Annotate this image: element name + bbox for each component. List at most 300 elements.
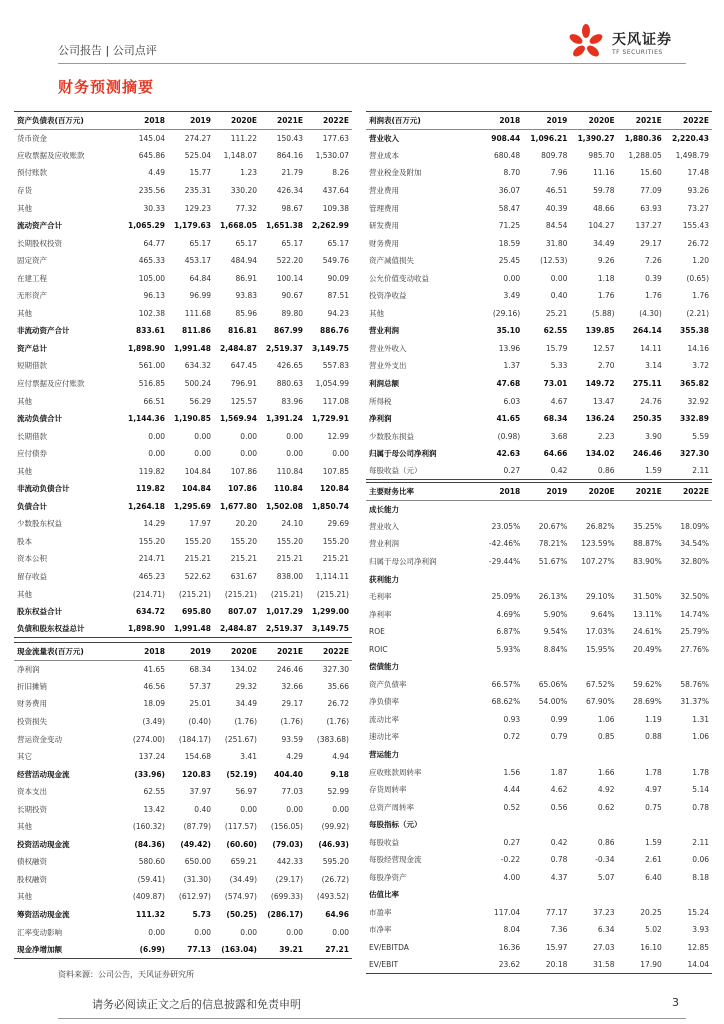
cell-value: 0.00 (194, 431, 211, 441)
cell-value: 1,898.90 (127, 343, 165, 353)
row-label: 总资产周转率 (369, 802, 414, 812)
cell-value: 1,065.29 (127, 221, 165, 231)
row-label: 利润总额 (369, 378, 399, 388)
cell-value: 65.17 (235, 238, 257, 248)
cell-value: 3.72 (692, 361, 709, 371)
cell-value: 64.66 (543, 449, 568, 459)
cell-value: 117.04 (493, 907, 521, 917)
cell-value: 110.84 (274, 484, 303, 494)
cell-value: 2,519.37 (260, 620, 306, 638)
cell-value: 94.23 (327, 308, 349, 318)
cell-value: 31.80 (545, 238, 568, 248)
cell-value: (6.99) (122, 941, 168, 959)
cell-value: 57.37 (189, 681, 211, 691)
row-label: 资本公积 (17, 554, 47, 564)
cell-value (618, 886, 665, 904)
row-label: 现金流量表(百万元) (14, 643, 122, 661)
cell-value (523, 500, 570, 518)
cell-value: 2019 (168, 112, 214, 130)
cell-value: 77.13 (168, 941, 214, 959)
cell-value: (163.04) (214, 941, 260, 959)
cell-value: 25.01 (189, 699, 211, 709)
cell-value: 0.06 (692, 855, 709, 865)
cell-value: 83.90% (633, 556, 662, 566)
cell-value (523, 570, 570, 588)
cell-value: 111.22 (230, 133, 257, 143)
cell-value: 29.17 (640, 238, 662, 248)
cell-value: (0.65) (686, 273, 709, 283)
cell-value: 2,484.87 (214, 620, 260, 638)
cell-value: 0.52 (503, 802, 521, 812)
table-row (14, 252, 352, 270)
cell-value: 77.03 (281, 787, 303, 797)
cell-value: 811.86 (182, 326, 211, 336)
row-label: 固定资产 (17, 256, 47, 266)
cell-value: 522.20 (276, 256, 303, 266)
cell-value: 32.66 (281, 681, 303, 691)
table-row (14, 818, 352, 836)
cell-value: 0.39 (645, 273, 662, 283)
table-row (14, 287, 352, 305)
cell-value: (1.76) (280, 716, 303, 726)
cell-value: 83.96 (281, 396, 303, 406)
cell-value: 0.00 (240, 449, 257, 459)
row-label: 毛利率 (369, 592, 392, 602)
cell-value: 6.34 (597, 925, 615, 935)
table-row (366, 287, 712, 305)
row-label: 营业外支出 (369, 361, 407, 371)
cell-value: 2020E (214, 643, 260, 661)
row-label: 利润表(百万元) (366, 112, 476, 130)
row-label: 速动比率 (369, 732, 399, 742)
cell-value: 807.07 (228, 607, 257, 617)
cell-value: 838.00 (276, 571, 303, 581)
cell-value: 134.02 (585, 449, 615, 459)
cell-value: 327.30 (322, 664, 349, 674)
table-row (14, 129, 352, 147)
cell-value: 8.84% (543, 644, 568, 654)
cell-value: 13.96 (498, 343, 521, 353)
row-label: 应收票据及应收账款 (17, 150, 85, 160)
footer-disclaimer: 请务必阅读正文之后的信息披露和免责申明 (92, 998, 301, 1011)
cell-value (570, 746, 617, 764)
cell-value: 465.33 (138, 256, 165, 266)
cell-value: 139.85 (585, 326, 615, 336)
cell-value: 355.38 (680, 326, 709, 336)
cell-value: 20.18 (523, 956, 570, 974)
cell-value: 15.24 (687, 907, 709, 917)
cell-value: (612.97) (178, 892, 211, 902)
cell-value: 88.87% (633, 539, 662, 549)
footer-divider (58, 1018, 686, 1019)
cell-value: 549.76 (322, 256, 349, 266)
table-row (14, 888, 352, 906)
cell-value: 561.00 (138, 361, 165, 371)
cell-value: 0.42 (550, 837, 568, 847)
cell-value: 16.10 (640, 942, 662, 952)
cell-value: 426.34 (276, 185, 303, 195)
cell-value: (87.79) (183, 822, 211, 832)
cell-value: 1,054.99 (315, 378, 349, 388)
cell-value: 275.11 (632, 378, 662, 388)
row-label: 预付账款 (17, 168, 47, 178)
cell-value: 0.40 (550, 291, 568, 301)
row-label: 负债合计 (17, 501, 47, 511)
cell-value: 0.79 (550, 732, 568, 742)
cell-value (476, 570, 523, 588)
cell-value: 5.14 (692, 785, 709, 795)
row-label: 非流动负债合计 (17, 484, 70, 494)
table-row (14, 462, 352, 480)
cell-value: 29.17 (281, 699, 303, 709)
table-row (366, 781, 712, 799)
cell-value (476, 886, 523, 904)
cell-value: 1.66 (597, 767, 615, 777)
cell-value: 34.49 (593, 238, 615, 248)
cell-value: 327.30 (680, 449, 709, 459)
cell-value: 3.90 (645, 431, 662, 441)
row-label: 主要财务比率 (366, 483, 476, 501)
cell-value: 129.23 (184, 203, 211, 213)
table-row (366, 588, 712, 606)
cell-value: 18.09 (143, 699, 165, 709)
cell-value: 41.65 (143, 664, 165, 674)
cell-value: 0.62 (597, 802, 615, 812)
cell-value: 20.20 (235, 519, 257, 529)
row-label: 估值比率 (369, 890, 399, 900)
cell-value: 330.20 (230, 185, 257, 195)
cell-value: 0.00 (332, 804, 349, 814)
cell-value: 120.83 (182, 769, 211, 779)
table-row (14, 800, 352, 818)
cell-value: 1,114.11 (315, 571, 349, 581)
cell-value: 149.72 (585, 378, 615, 388)
cell-value: (52.19) (226, 769, 257, 779)
cell-value: 2018 (476, 112, 523, 130)
table-row (366, 605, 712, 623)
table-row (366, 553, 712, 571)
table-row (14, 678, 352, 696)
cell-value: 1.59 (645, 837, 662, 847)
table-row (366, 570, 712, 588)
cell-value (570, 816, 617, 834)
cell-value: 274.27 (184, 133, 211, 143)
page-number: 3 (672, 996, 679, 1009)
cell-value: 24.10 (281, 519, 303, 529)
cell-value: 6.40 (645, 872, 662, 882)
cell-value: 64.77 (143, 238, 165, 248)
cell-value: 908.44 (491, 133, 521, 143)
cell-value: (184.17) (178, 734, 211, 744)
table-row (366, 728, 712, 746)
cell-value: 46.51 (545, 185, 568, 195)
cell-value: (29.17) (275, 874, 303, 884)
cell-value: 107.85 (322, 466, 349, 476)
cell-value: 0.00 (286, 431, 303, 441)
cell-value: 0.72 (503, 732, 521, 742)
cell-value: 0.00 (240, 927, 257, 937)
cell-value: (5.88) (592, 308, 615, 318)
cell-value: 264.14 (632, 326, 662, 336)
cell-value: 155.43 (682, 221, 709, 231)
cell-value: 1,144.36 (127, 414, 165, 424)
cell-value: 90.09 (327, 273, 349, 283)
logo-name-en: TF SECURITIES (612, 49, 663, 56)
table-row (14, 836, 352, 854)
table-row (14, 182, 352, 200)
cell-value: 6.03 (503, 396, 521, 406)
table-row (14, 147, 352, 165)
row-label: 负债和股东权益总计 (14, 620, 122, 638)
row-label: 投资损失 (17, 716, 47, 726)
row-label: 营业费用 (369, 185, 399, 195)
cell-value: 17.03% (585, 627, 615, 637)
cell-value: (0.40) (188, 716, 211, 726)
table-row (14, 375, 352, 393)
row-label: 长期股权投资 (17, 238, 62, 248)
cell-value: 2018 (122, 643, 168, 661)
cell-value (665, 886, 712, 904)
cell-value: 20.25 (640, 907, 662, 917)
cell-value: 4.37 (550, 872, 568, 882)
row-label: 归属于母公司净利润 (369, 449, 437, 459)
cell-value: 880.63 (276, 378, 303, 388)
cell-value: 59.62% (633, 679, 662, 689)
balance-sheet-table (14, 111, 352, 638)
cell-value: 15.60 (640, 168, 662, 178)
cell-value: 557.83 (322, 361, 349, 371)
cell-value: 1,295.69 (173, 501, 211, 511)
cell-value: 65.06% (538, 679, 568, 689)
cell-value: 14.29 (143, 519, 165, 529)
table-row (14, 217, 352, 235)
cell-value: 18.59 (498, 238, 521, 248)
cell-value: 1,668.05 (219, 221, 257, 231)
cell-value: 1,880.36 (624, 133, 662, 143)
cell-value: 134.02 (230, 664, 257, 674)
cell-value: 120.84 (320, 484, 349, 494)
cell-value: 0.00 (503, 273, 521, 283)
cell-value: 0.86 (570, 462, 617, 480)
table-row (366, 869, 712, 887)
table-row (366, 252, 712, 270)
cell-value: 0.75 (645, 802, 662, 812)
cell-value: 104.84 (184, 466, 211, 476)
row-label: 筹资活动现金流 (17, 909, 70, 919)
cell-value: 2022E (665, 483, 712, 501)
cell-value: 0.00 (240, 431, 257, 441)
cell-value: 27.76% (680, 644, 709, 654)
row-label: 债权融资 (17, 857, 47, 867)
cell-value: 78.21% (538, 539, 568, 549)
table-row (366, 623, 712, 641)
cell-value (476, 658, 523, 676)
cell-value: 9.18 (330, 769, 349, 779)
row-label: ROIC (369, 644, 388, 654)
cell-value: 73.27 (687, 203, 709, 213)
row-label: 应付债券 (17, 449, 47, 459)
cell-value: 96.13 (143, 291, 165, 301)
row-label: 营业成本 (369, 150, 399, 160)
cell-value: 68.34 (189, 664, 211, 674)
row-label: 公允价值变动收益 (369, 273, 429, 283)
table-row (366, 816, 712, 834)
table-row (366, 711, 712, 729)
table-row (14, 199, 352, 217)
row-label: 少数股东损益 (369, 431, 414, 441)
cell-value: 20.49% (633, 644, 662, 654)
table-row (14, 620, 352, 638)
cell-value: 1,017.29 (265, 607, 303, 617)
cell-value: 155.20 (322, 536, 349, 546)
cell-value: 4.29 (286, 752, 303, 762)
row-label: 应收账款周转率 (369, 767, 422, 777)
cell-value (618, 570, 665, 588)
cell-value: 86.91 (235, 273, 257, 283)
cell-value: 525.04 (184, 150, 211, 160)
cell-value: 1.59 (618, 462, 665, 480)
cell-value: 102.38 (138, 308, 165, 318)
cell-value: 1.76 (645, 291, 662, 301)
row-label: 存货 (17, 185, 32, 195)
cell-value: 1,148.07 (223, 150, 257, 160)
report-type: 公司报告 | 公司点评 (58, 44, 157, 57)
cell-value: 465.23 (138, 571, 165, 581)
cell-value: 3,149.75 (311, 343, 349, 353)
table-row (366, 182, 712, 200)
cell-value: 647.45 (230, 361, 257, 371)
cell-value: 809.78 (541, 150, 568, 160)
row-label: 股东权益合计 (17, 607, 62, 617)
row-label: 研发费用 (369, 221, 399, 231)
cell-value: 68.62% (491, 697, 521, 707)
table-row (14, 427, 352, 445)
cell-value: 66.57% (491, 679, 521, 689)
cell-value: 215.21 (322, 554, 349, 564)
cell-value: 65.17 (189, 238, 211, 248)
cell-value: 4.67 (550, 396, 568, 406)
cell-value: 104.27 (588, 221, 615, 231)
cell-value: (50.25) (226, 909, 257, 919)
cell-value: (215.21) (178, 589, 211, 599)
table-row (366, 340, 712, 358)
cell-value: 867.99 (274, 326, 303, 336)
cell-value: 1,264.18 (127, 501, 165, 511)
cell-value: 985.70 (588, 150, 615, 160)
cell-value: (574.97) (224, 892, 257, 902)
cell-value: 1.56 (503, 767, 521, 777)
cell-value: 66.51 (143, 396, 165, 406)
cell-value: 442.33 (276, 857, 303, 867)
row-label: 营运能力 (369, 749, 399, 759)
cell-value: 2020E (570, 112, 617, 130)
cell-value: 23.05% (491, 521, 521, 531)
cell-value: 17.97 (189, 519, 211, 529)
table-row (14, 234, 352, 252)
cell-value: (1.76) (326, 716, 349, 726)
table-row (366, 833, 712, 851)
cell-value: 645.86 (138, 150, 165, 160)
cell-value: 580.60 (138, 857, 165, 867)
cell-value: 145.04 (138, 133, 165, 143)
cell-value: 87.51 (327, 291, 349, 301)
table-row (14, 941, 352, 959)
cell-value (523, 746, 570, 764)
cell-value: 25.21 (545, 308, 568, 318)
table-row (366, 445, 712, 463)
cell-value: 5.90% (543, 609, 568, 619)
row-label: 应付票据及应付账款 (17, 378, 85, 388)
table-row (366, 129, 712, 147)
page-title: 财务预测摘要 (58, 78, 155, 96)
row-label: 长期投资 (17, 804, 47, 814)
cell-value: 332.89 (680, 414, 709, 424)
cell-value: 26.13% (538, 592, 568, 602)
cell-value: 93.26 (687, 185, 709, 195)
cell-value: 177.63 (322, 133, 349, 143)
cell-value: (4.30) (639, 308, 662, 318)
cell-value: 71.25 (498, 221, 521, 231)
cell-value: 484.94 (230, 256, 257, 266)
row-label: 股本 (17, 536, 32, 546)
table-row (14, 585, 352, 603)
row-label: 每股经营现金流 (369, 855, 422, 865)
cell-value: 29.32 (235, 681, 257, 691)
cell-value: 1,729.91 (311, 414, 349, 424)
row-label: 其他 (369, 308, 384, 318)
cell-value: 58.47 (498, 203, 521, 213)
cell-value: (215.21) (224, 589, 257, 599)
cell-value: 0.00 (148, 927, 165, 937)
table-row (366, 956, 712, 974)
cell-value: 62.55 (143, 787, 165, 797)
cell-value: 0.78 (692, 802, 709, 812)
cell-value: 4.62 (550, 785, 568, 795)
cell-value: 404.40 (274, 769, 303, 779)
row-label: 投资活动现金流 (17, 839, 70, 849)
cell-value: 650.00 (184, 857, 211, 867)
cell-value: 107.86 (230, 466, 257, 476)
table-row (14, 923, 352, 941)
cell-value: 84.54 (545, 221, 568, 231)
cell-value: 0.40 (194, 804, 211, 814)
cell-value: 62.55 (543, 326, 568, 336)
cell-value: 32.92 (687, 396, 709, 406)
cell-value: 51.67% (538, 556, 568, 566)
cell-value: 1,991.48 (173, 343, 211, 353)
cell-value: 453.17 (184, 256, 211, 266)
table-row (366, 357, 712, 375)
cell-value (476, 816, 523, 834)
table-row (14, 480, 352, 498)
table-row (366, 640, 712, 658)
table-row (14, 515, 352, 533)
table-row (366, 851, 712, 869)
cell-value (476, 746, 523, 764)
cell-value: 77.09 (640, 185, 662, 195)
financial-ratios-table (366, 482, 712, 974)
cell-value: 12.85 (687, 942, 709, 952)
row-label: 非流动资产合计 (17, 326, 70, 336)
cell-value: 85.96 (235, 308, 257, 318)
row-label: 投资净收益 (369, 291, 407, 301)
table-row (366, 746, 712, 764)
table-header-row (14, 112, 352, 130)
cell-value: -0.22 (500, 855, 521, 865)
cell-value: 31.37% (680, 697, 709, 707)
cell-value: 137.27 (635, 221, 662, 231)
row-label: 无形资产 (17, 291, 47, 301)
